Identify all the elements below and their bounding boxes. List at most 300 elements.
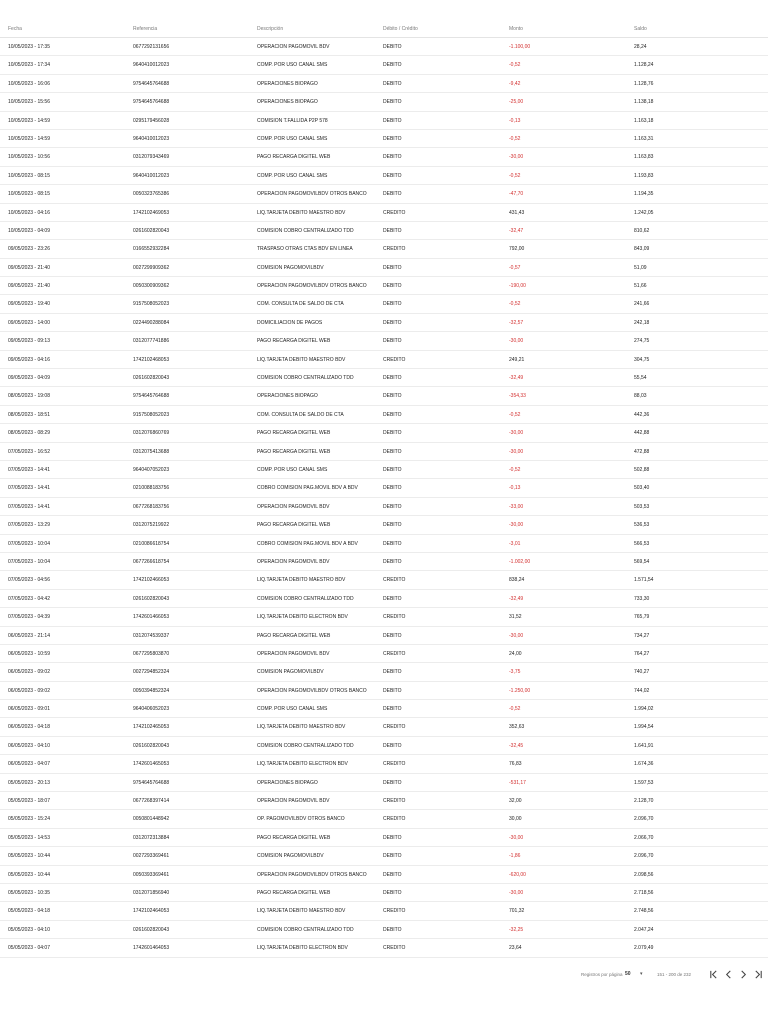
table-row[interactable] bbox=[0, 516, 768, 534]
monto-cell: 31,52 bbox=[509, 614, 522, 621]
descripcion-cell: PAGO RECARGA DIGITEL WEB bbox=[257, 338, 331, 345]
monto-cell: -32,49 bbox=[509, 595, 524, 602]
header-descripcion[interactable]: Descripción bbox=[257, 26, 284, 32]
table-row[interactable] bbox=[0, 167, 768, 185]
table-row[interactable] bbox=[0, 112, 768, 130]
tipo-cell: DEBITO bbox=[383, 154, 402, 161]
table-row[interactable] bbox=[0, 755, 768, 773]
descripcion-cell: OPERACION PAGOMOVIL BDV bbox=[257, 503, 330, 510]
header-monto[interactable]: Monto bbox=[509, 26, 523, 32]
referencia-cell: 9754645764688 bbox=[133, 99, 170, 106]
tipo-cell: DEBITO bbox=[383, 135, 402, 142]
saldo-cell: 2.098,56 bbox=[634, 871, 654, 878]
fecha-cell: 08/05/2023 - 19:08 bbox=[8, 393, 50, 400]
table-row[interactable] bbox=[0, 663, 768, 681]
fecha-cell: 09/05/2023 - 23:26 bbox=[8, 246, 50, 253]
table-row[interactable] bbox=[0, 369, 768, 387]
descripcion-cell: COBRO COMISION PAG.MOVIL BDV A BDV bbox=[257, 485, 358, 492]
saldo-cell: 502,88 bbox=[634, 466, 650, 473]
descripcion-cell: OPERACIONES BIOPAGO bbox=[257, 393, 318, 400]
descripcion-cell: PAGO RECARGA DIGITEL WEB bbox=[257, 448, 331, 455]
monto-cell: 249,21 bbox=[509, 356, 525, 363]
tipo-cell: DEBITO bbox=[383, 393, 402, 400]
monto-cell: -9,42 bbox=[509, 80, 521, 87]
monto-cell: 23,64 bbox=[509, 945, 522, 952]
saldo-cell: 1.242,05 bbox=[634, 209, 654, 216]
saldo-cell: 566,53 bbox=[634, 540, 650, 547]
header-referencia[interactable]: Referencia bbox=[133, 26, 158, 32]
saldo-cell: 2.718,56 bbox=[634, 889, 654, 896]
monto-cell: -0,52 bbox=[509, 62, 521, 69]
rows-per-page-label: Registros por página bbox=[581, 972, 623, 977]
table-row[interactable] bbox=[0, 829, 768, 847]
referencia-cell: 9640406052023 bbox=[133, 706, 170, 713]
descripcion-cell: OPERACION PAGOMOVIL BDV bbox=[257, 650, 330, 657]
descripcion-cell: OP. PAGOMOVILBDV OTROS BANCO bbox=[257, 816, 345, 823]
saldo-cell: 1.163,83 bbox=[634, 154, 654, 161]
table-row[interactable] bbox=[0, 461, 768, 479]
descripcion-cell: PAGO RECARGA DIGITEL WEB bbox=[257, 632, 331, 639]
table-row[interactable] bbox=[0, 240, 768, 258]
saldo-cell: 810,62 bbox=[634, 227, 650, 234]
table-row[interactable] bbox=[0, 847, 768, 865]
descripcion-cell: COMP. POR USO CANAL SMS bbox=[257, 466, 328, 473]
tipo-cell: DEBITO bbox=[383, 742, 402, 749]
table-row[interactable] bbox=[0, 590, 768, 608]
fecha-cell: 10/05/2023 - 08:15 bbox=[8, 172, 50, 179]
saldo-cell: 274,75 bbox=[634, 338, 650, 345]
descripcion-cell: COMISION COBRO CENTRALIZADO TDD bbox=[257, 595, 354, 602]
tipo-cell: DEBITO bbox=[383, 411, 402, 418]
saldo-cell: 740,27 bbox=[634, 669, 650, 676]
fecha-cell: 06/05/2023 - 09:02 bbox=[8, 687, 50, 694]
saldo-cell: 503,53 bbox=[634, 503, 650, 510]
monto-cell: -0,57 bbox=[509, 264, 521, 271]
saldo-cell: 1.128,24 bbox=[634, 62, 654, 69]
saldo-cell: 1.994,54 bbox=[634, 724, 654, 731]
referencia-cell: 0312071856940 bbox=[133, 889, 170, 896]
saldo-cell: 2.748,56 bbox=[634, 908, 654, 915]
referencia-cell: 0027294852324 bbox=[133, 669, 170, 676]
fecha-cell: 07/05/2023 - 10:04 bbox=[8, 558, 50, 565]
table-row[interactable] bbox=[0, 939, 768, 957]
monto-cell: -32,25 bbox=[509, 926, 524, 933]
fecha-cell: 10/05/2023 - 16:06 bbox=[8, 80, 50, 87]
table-row[interactable] bbox=[0, 774, 768, 792]
table-row[interactable] bbox=[0, 608, 768, 626]
fecha-cell: 05/05/2023 - 10:44 bbox=[8, 853, 50, 860]
table-row[interactable] bbox=[0, 38, 768, 56]
referencia-cell: 0050801448942 bbox=[133, 816, 170, 823]
table-row[interactable] bbox=[0, 443, 768, 461]
saldo-cell: 503,40 bbox=[634, 485, 650, 492]
saldo-cell: 2.128,70 bbox=[634, 798, 654, 805]
saldo-cell: 744,02 bbox=[634, 687, 650, 694]
tipo-cell: DEBITO bbox=[383, 301, 402, 308]
fecha-cell: 05/05/2023 - 10:44 bbox=[8, 871, 50, 878]
tipo-cell: DEBITO bbox=[383, 375, 402, 382]
tipo-cell: CREDITO bbox=[383, 798, 406, 805]
saldo-cell: 1.571,54 bbox=[634, 577, 654, 584]
table-row[interactable] bbox=[0, 498, 768, 516]
page-range-text: 151 - 200 de 232 bbox=[657, 972, 692, 977]
table-row[interactable] bbox=[0, 185, 768, 203]
fecha-cell: 10/05/2023 - 15:56 bbox=[8, 99, 50, 106]
saldo-cell: 51,09 bbox=[634, 264, 647, 271]
monto-cell: -30,00 bbox=[509, 430, 524, 437]
referencia-cell: 0050300909362 bbox=[133, 283, 170, 290]
table-row[interactable] bbox=[0, 645, 768, 663]
monto-cell: -32,57 bbox=[509, 319, 524, 326]
table-row[interactable] bbox=[0, 792, 768, 810]
descripcion-cell: LIQ.TARJETA DEBITO ELECTRON BDV bbox=[257, 945, 348, 952]
saldo-cell: 1.597,53 bbox=[634, 779, 654, 786]
referencia-cell: 0050394852324 bbox=[133, 687, 170, 694]
descripcion-cell: COMP. POR USO CANAL SMS bbox=[257, 172, 328, 179]
referencia-cell: 0312072313884 bbox=[133, 834, 170, 841]
fecha-cell: 09/05/2023 - 19:40 bbox=[8, 301, 50, 308]
saldo-cell: 2.079,49 bbox=[634, 945, 654, 952]
descripcion-cell: COMISION COBRO CENTRALIZADO TDD bbox=[257, 227, 354, 234]
tipo-cell: CREDITO bbox=[383, 614, 406, 621]
referencia-cell: 9640410012023 bbox=[133, 135, 170, 142]
fecha-cell: 07/05/2023 - 14:41 bbox=[8, 503, 50, 510]
descripcion-cell: LIQ.TARJETA DEBITO MAESTRO BDV bbox=[257, 908, 346, 915]
tipo-cell: DEBITO bbox=[383, 80, 402, 87]
referencia-cell: 0210086618754 bbox=[133, 540, 170, 547]
table-row[interactable] bbox=[0, 332, 768, 350]
monto-cell: -30,00 bbox=[509, 889, 524, 896]
fecha-cell: 07/05/2023 - 14:41 bbox=[8, 466, 50, 473]
table-row[interactable] bbox=[0, 535, 768, 553]
table-row[interactable] bbox=[0, 810, 768, 828]
tipo-cell: CREDITO bbox=[383, 356, 406, 363]
saldo-cell: 536,53 bbox=[634, 522, 650, 529]
table-row[interactable] bbox=[0, 222, 768, 240]
descripcion-cell: COMP. POR USO CANAL SMS bbox=[257, 135, 328, 142]
tipo-cell: DEBITO bbox=[383, 632, 402, 639]
tipo-cell: DEBITO bbox=[383, 117, 402, 124]
monto-cell: -1,86 bbox=[509, 853, 521, 860]
table-row[interactable] bbox=[0, 93, 768, 111]
fecha-cell: 05/05/2023 - 04:10 bbox=[8, 926, 50, 933]
tipo-cell: DEBITO bbox=[383, 319, 402, 326]
fecha-cell: 10/05/2023 - 17:35 bbox=[8, 44, 50, 50]
monto-cell: 352,63 bbox=[509, 724, 525, 731]
tipo-cell: DEBITO bbox=[383, 172, 402, 179]
referencia-cell: 9754645764688 bbox=[133, 779, 170, 786]
table-row[interactable] bbox=[0, 295, 768, 313]
saldo-cell: 2.066,70 bbox=[634, 834, 654, 841]
tipo-cell: DEBITO bbox=[383, 687, 402, 694]
referencia-cell: 0677268183756 bbox=[133, 503, 170, 510]
monto-cell: -32,45 bbox=[509, 742, 524, 749]
chevron-right-icon[interactable] bbox=[737, 968, 749, 984]
monto-cell: -0,13 bbox=[509, 485, 521, 492]
table-row[interactable] bbox=[0, 627, 768, 645]
referencia-cell: 9640410012023 bbox=[133, 62, 170, 69]
monto-cell: -0,52 bbox=[509, 706, 521, 713]
referencia-cell: 0027299909362 bbox=[133, 264, 170, 271]
descripcion-cell: OPERACIONES BIOPAGO bbox=[257, 99, 318, 106]
fecha-cell: 07/05/2023 - 10:04 bbox=[8, 540, 50, 547]
tipo-cell: DEBITO bbox=[383, 706, 402, 713]
last-page-icon[interactable] bbox=[752, 968, 764, 984]
table-row[interactable] bbox=[0, 277, 768, 295]
descripcion-cell: OPERACION PAGOMOVIL BDV bbox=[257, 558, 330, 565]
fecha-cell: 06/05/2023 - 09:02 bbox=[8, 669, 50, 676]
monto-cell: 431,43 bbox=[509, 209, 525, 216]
monto-cell: -3,75 bbox=[509, 669, 521, 676]
descripcion-cell: COMISION T.FALLIDA P2P 578 bbox=[257, 117, 328, 124]
monto-cell: -0,52 bbox=[509, 135, 521, 142]
monto-cell: -30,00 bbox=[509, 834, 524, 841]
descripcion-cell: COM. CONSULTA DE SALDO DE CTA bbox=[257, 411, 344, 418]
descripcion-cell: LIQ.TARJETA DEBITO MAESTRO BDV bbox=[257, 724, 346, 731]
descripcion-cell: COBRO COMISION PAG.MOVIL BDV A BDV bbox=[257, 540, 358, 547]
table-row[interactable] bbox=[0, 314, 768, 332]
fecha-cell: 07/05/2023 - 16:52 bbox=[8, 448, 50, 455]
tipo-cell: DEBITO bbox=[383, 227, 402, 234]
saldo-cell: 765,79 bbox=[634, 614, 650, 621]
fecha-cell: 07/05/2023 - 14:41 bbox=[8, 485, 50, 492]
referencia-cell: 9157508052023 bbox=[133, 411, 170, 418]
descripcion-cell: OPERACIONES BIOPAGO bbox=[257, 779, 318, 786]
monto-cell: -354,33 bbox=[509, 393, 526, 400]
saldo-cell: 733,30 bbox=[634, 595, 650, 602]
monto-cell: -0,52 bbox=[509, 172, 521, 179]
saldo-cell: 1.641,91 bbox=[634, 742, 654, 749]
saldo-cell: 1.194,35 bbox=[634, 191, 654, 198]
descripcion-cell: OPERACION PAGOMOVIL BDV bbox=[257, 44, 330, 50]
referencia-cell: 1742102465053 bbox=[133, 724, 170, 731]
referencia-cell: 9640410012023 bbox=[133, 172, 170, 179]
monto-cell: -1.250,00 bbox=[509, 687, 531, 694]
monto-cell: -0,52 bbox=[509, 411, 521, 418]
tipo-cell: CREDITO bbox=[383, 577, 406, 584]
monto-cell: -32,49 bbox=[509, 375, 524, 382]
referencia-cell: 9754645764688 bbox=[133, 393, 170, 400]
referencia-cell: 0312075413688 bbox=[133, 448, 170, 455]
fecha-cell: 07/05/2023 - 04:56 bbox=[8, 577, 50, 584]
chevron-down-icon[interactable]: ▾ bbox=[640, 971, 643, 977]
tipo-cell: DEBITO bbox=[383, 522, 402, 529]
tipo-cell: DEBITO bbox=[383, 466, 402, 473]
descripcion-cell: COM. CONSULTA DE SALDO DE CTA bbox=[257, 301, 344, 308]
saldo-cell: 1.163,18 bbox=[634, 117, 654, 124]
descripcion-cell: COMISION COBRO CENTRALIZADO TDD bbox=[257, 375, 354, 382]
table-row[interactable] bbox=[0, 737, 768, 755]
table-row[interactable] bbox=[0, 56, 768, 74]
monto-cell: -30,00 bbox=[509, 522, 524, 529]
table-row[interactable] bbox=[0, 259, 768, 277]
referencia-cell: 0312079343469 bbox=[133, 154, 170, 161]
table-row[interactable] bbox=[0, 75, 768, 93]
table-row[interactable] bbox=[0, 682, 768, 700]
referencia-cell: 0677295803870 bbox=[133, 650, 170, 657]
referencia-cell: 0677266618754 bbox=[133, 558, 170, 565]
fecha-cell: 07/05/2023 - 13:29 bbox=[8, 522, 50, 529]
monto-cell: -3,01 bbox=[509, 540, 521, 547]
tipo-cell: DEBITO bbox=[383, 540, 402, 547]
tipo-cell: DEBITO bbox=[383, 889, 402, 896]
fecha-cell: 05/05/2023 - 10:35 bbox=[8, 889, 50, 896]
tipo-cell: DEBITO bbox=[383, 191, 402, 198]
table-header bbox=[0, 21, 768, 37]
tipo-cell: DEBITO bbox=[383, 595, 402, 602]
referencia-cell: 0050323765386 bbox=[133, 191, 170, 198]
header-fecha[interactable]: Fecha bbox=[8, 26, 22, 32]
descripcion-cell: LIQ.TARJETA DEBITO ELECTRON BDV bbox=[257, 614, 348, 621]
descripcion-cell: PAGO RECARGA DIGITEL WEB bbox=[257, 889, 331, 896]
referencia-cell: 0312076860769 bbox=[133, 430, 170, 437]
fecha-cell: 06/05/2023 - 04:10 bbox=[8, 742, 50, 749]
referencia-cell: 0312077741886 bbox=[133, 338, 170, 345]
table-row[interactable] bbox=[0, 866, 768, 884]
monto-cell: -1.002,00 bbox=[509, 558, 531, 565]
table-row[interactable] bbox=[0, 571, 768, 589]
fecha-cell: 10/05/2023 - 14:59 bbox=[8, 117, 50, 124]
tipo-cell: CREDITO bbox=[383, 724, 406, 731]
descripcion-cell: LIQ.TARJETA DEBITO MAESTRO BDV bbox=[257, 356, 346, 363]
referencia-cell: 0261602820043 bbox=[133, 595, 170, 602]
referencia-cell: 0166552932284 bbox=[133, 246, 170, 253]
saldo-cell: 88,03 bbox=[634, 393, 647, 400]
referencia-cell: 0261602820043 bbox=[133, 742, 170, 749]
table-row[interactable] bbox=[0, 204, 768, 222]
referencia-cell: 1742601465053 bbox=[133, 761, 170, 768]
table-row[interactable] bbox=[0, 921, 768, 939]
fecha-cell: 10/05/2023 - 17:34 bbox=[8, 62, 50, 69]
saldo-cell: 1.994,02 bbox=[634, 706, 654, 713]
tipo-cell: DEBITO bbox=[383, 338, 402, 345]
tipo-cell: DEBITO bbox=[383, 503, 402, 510]
referencia-cell: 9754645764688 bbox=[133, 80, 170, 87]
table-row[interactable] bbox=[0, 424, 768, 442]
fecha-cell: 09/05/2023 - 21:40 bbox=[8, 283, 50, 290]
header-saldo[interactable]: Saldo bbox=[634, 26, 647, 32]
saldo-cell: 1.163,31 bbox=[634, 135, 654, 142]
monto-cell: -0,52 bbox=[509, 301, 521, 308]
fecha-cell: 06/05/2023 - 04:07 bbox=[8, 761, 50, 768]
tipo-cell: CREDITO bbox=[383, 650, 406, 657]
descripcion-cell: COMISION COBRO CENTRALIZADO TDD bbox=[257, 742, 354, 749]
referencia-cell: 1742102469053 bbox=[133, 209, 170, 216]
descripcion-cell: COMP. POR USO CANAL SMS bbox=[257, 62, 328, 69]
monto-cell: 32,00 bbox=[509, 798, 522, 805]
monto-cell: -620,00 bbox=[509, 871, 526, 878]
fecha-cell: 09/05/2023 - 21:40 bbox=[8, 264, 50, 271]
monto-cell: 838,24 bbox=[509, 577, 525, 584]
header-debito-credito[interactable]: Débito / Crédito bbox=[383, 26, 418, 32]
descripcion-cell: PAGO RECARGA DIGITEL WEB bbox=[257, 430, 331, 437]
fecha-cell: 07/05/2023 - 04:39 bbox=[8, 614, 50, 621]
saldo-cell: 1.193,83 bbox=[634, 172, 654, 179]
transactions-table-body bbox=[0, 38, 768, 958]
saldo-cell: 1.674,36 bbox=[634, 761, 654, 768]
referencia-cell: 0224490288084 bbox=[133, 319, 170, 326]
fecha-cell: 08/05/2023 - 08:29 bbox=[8, 430, 50, 437]
table-row[interactable] bbox=[0, 351, 768, 369]
pagination-bar bbox=[0, 968, 768, 986]
monto-cell: 701,32 bbox=[509, 908, 525, 915]
descripcion-cell: COMISION PAGOMOVILBDV bbox=[257, 669, 324, 676]
fecha-cell: 10/05/2023 - 04:16 bbox=[8, 209, 50, 216]
saldo-cell: 28,24 bbox=[634, 44, 647, 50]
descripcion-cell: OPERACION PAGOMOVIL BDV bbox=[257, 798, 330, 805]
saldo-cell: 51,66 bbox=[634, 283, 647, 290]
referencia-cell: 0677268397414 bbox=[133, 798, 170, 805]
table-row[interactable] bbox=[0, 553, 768, 571]
descripcion-cell: OPERACION PAGOMOVILBDV OTROS BANCO bbox=[257, 283, 367, 290]
saldo-cell: 764,27 bbox=[634, 650, 650, 657]
descripcion-cell: OPERACION PAGOMOVILBDV OTROS BANCO bbox=[257, 191, 367, 198]
saldo-cell: 843,09 bbox=[634, 246, 650, 253]
referencia-cell: 1742601464053 bbox=[133, 945, 170, 952]
table-row[interactable] bbox=[0, 387, 768, 405]
monto-cell: -190,00 bbox=[509, 283, 526, 290]
saldo-cell: 442,88 bbox=[634, 430, 650, 437]
saldo-cell: 2.047,24 bbox=[634, 926, 654, 933]
table-row[interactable] bbox=[0, 479, 768, 497]
monto-cell: 76,83 bbox=[509, 761, 522, 768]
tipo-cell: CREDITO bbox=[383, 908, 406, 915]
monto-cell: 24,00 bbox=[509, 650, 522, 657]
tipo-cell: DEBITO bbox=[383, 669, 402, 676]
tipo-cell: CREDITO bbox=[383, 761, 406, 768]
fecha-cell: 07/05/2023 - 04:42 bbox=[8, 595, 50, 602]
tipo-cell: CREDITO bbox=[383, 945, 406, 952]
table-row[interactable] bbox=[0, 406, 768, 424]
referencia-cell: 0295179456028 bbox=[133, 117, 170, 124]
descripcion-cell: LIQ.TARJETA DEBITO MAESTRO BDV bbox=[257, 577, 346, 584]
fecha-cell: 09/05/2023 - 14:00 bbox=[8, 319, 50, 326]
saldo-cell: 734,27 bbox=[634, 632, 650, 639]
descripcion-cell: COMISION PAGOMOVILBDV bbox=[257, 853, 324, 860]
saldo-cell: 2.096,70 bbox=[634, 853, 654, 860]
monto-cell: -1.100,00 bbox=[509, 44, 531, 50]
fecha-cell: 09/05/2023 - 09:13 bbox=[8, 338, 50, 345]
saldo-cell: 1.138,18 bbox=[634, 99, 654, 106]
rows-per-page-select[interactable]: 50 bbox=[625, 971, 631, 977]
descripcion-cell: OPERACIONES BIOPAGO bbox=[257, 80, 318, 87]
table-row[interactable] bbox=[0, 700, 768, 718]
fecha-cell: 05/05/2023 - 15:24 bbox=[8, 816, 50, 823]
referencia-cell: 0312075219922 bbox=[133, 522, 170, 529]
saldo-cell: 2.096,70 bbox=[634, 816, 654, 823]
tipo-cell: DEBITO bbox=[383, 485, 402, 492]
table-row[interactable] bbox=[0, 130, 768, 148]
referencia-cell: 0677292131656 bbox=[133, 44, 170, 50]
saldo-cell: 442,36 bbox=[634, 411, 650, 418]
tipo-cell: DEBITO bbox=[383, 853, 402, 860]
referencia-cell: 0050393369461 bbox=[133, 871, 170, 878]
descripcion-cell: LIQ.TARJETA DEBITO ELECTRON BDV bbox=[257, 761, 348, 768]
descripcion-cell: PAGO RECARGA DIGITEL WEB bbox=[257, 154, 331, 161]
table-row[interactable] bbox=[0, 148, 768, 166]
first-page-icon[interactable] bbox=[707, 968, 719, 984]
referencia-cell: 0312074539337 bbox=[133, 632, 170, 639]
fecha-cell: 05/05/2023 - 18:07 bbox=[8, 798, 50, 805]
referencia-cell: 1742601466053 bbox=[133, 614, 170, 621]
table-row[interactable] bbox=[0, 902, 768, 920]
table-row[interactable] bbox=[0, 718, 768, 736]
monto-cell: -531,17 bbox=[509, 779, 526, 786]
table-row[interactable] bbox=[0, 884, 768, 902]
chevron-left-icon[interactable] bbox=[722, 968, 734, 984]
tipo-cell: DEBITO bbox=[383, 448, 402, 455]
tipo-cell: DEBITO bbox=[383, 99, 402, 106]
